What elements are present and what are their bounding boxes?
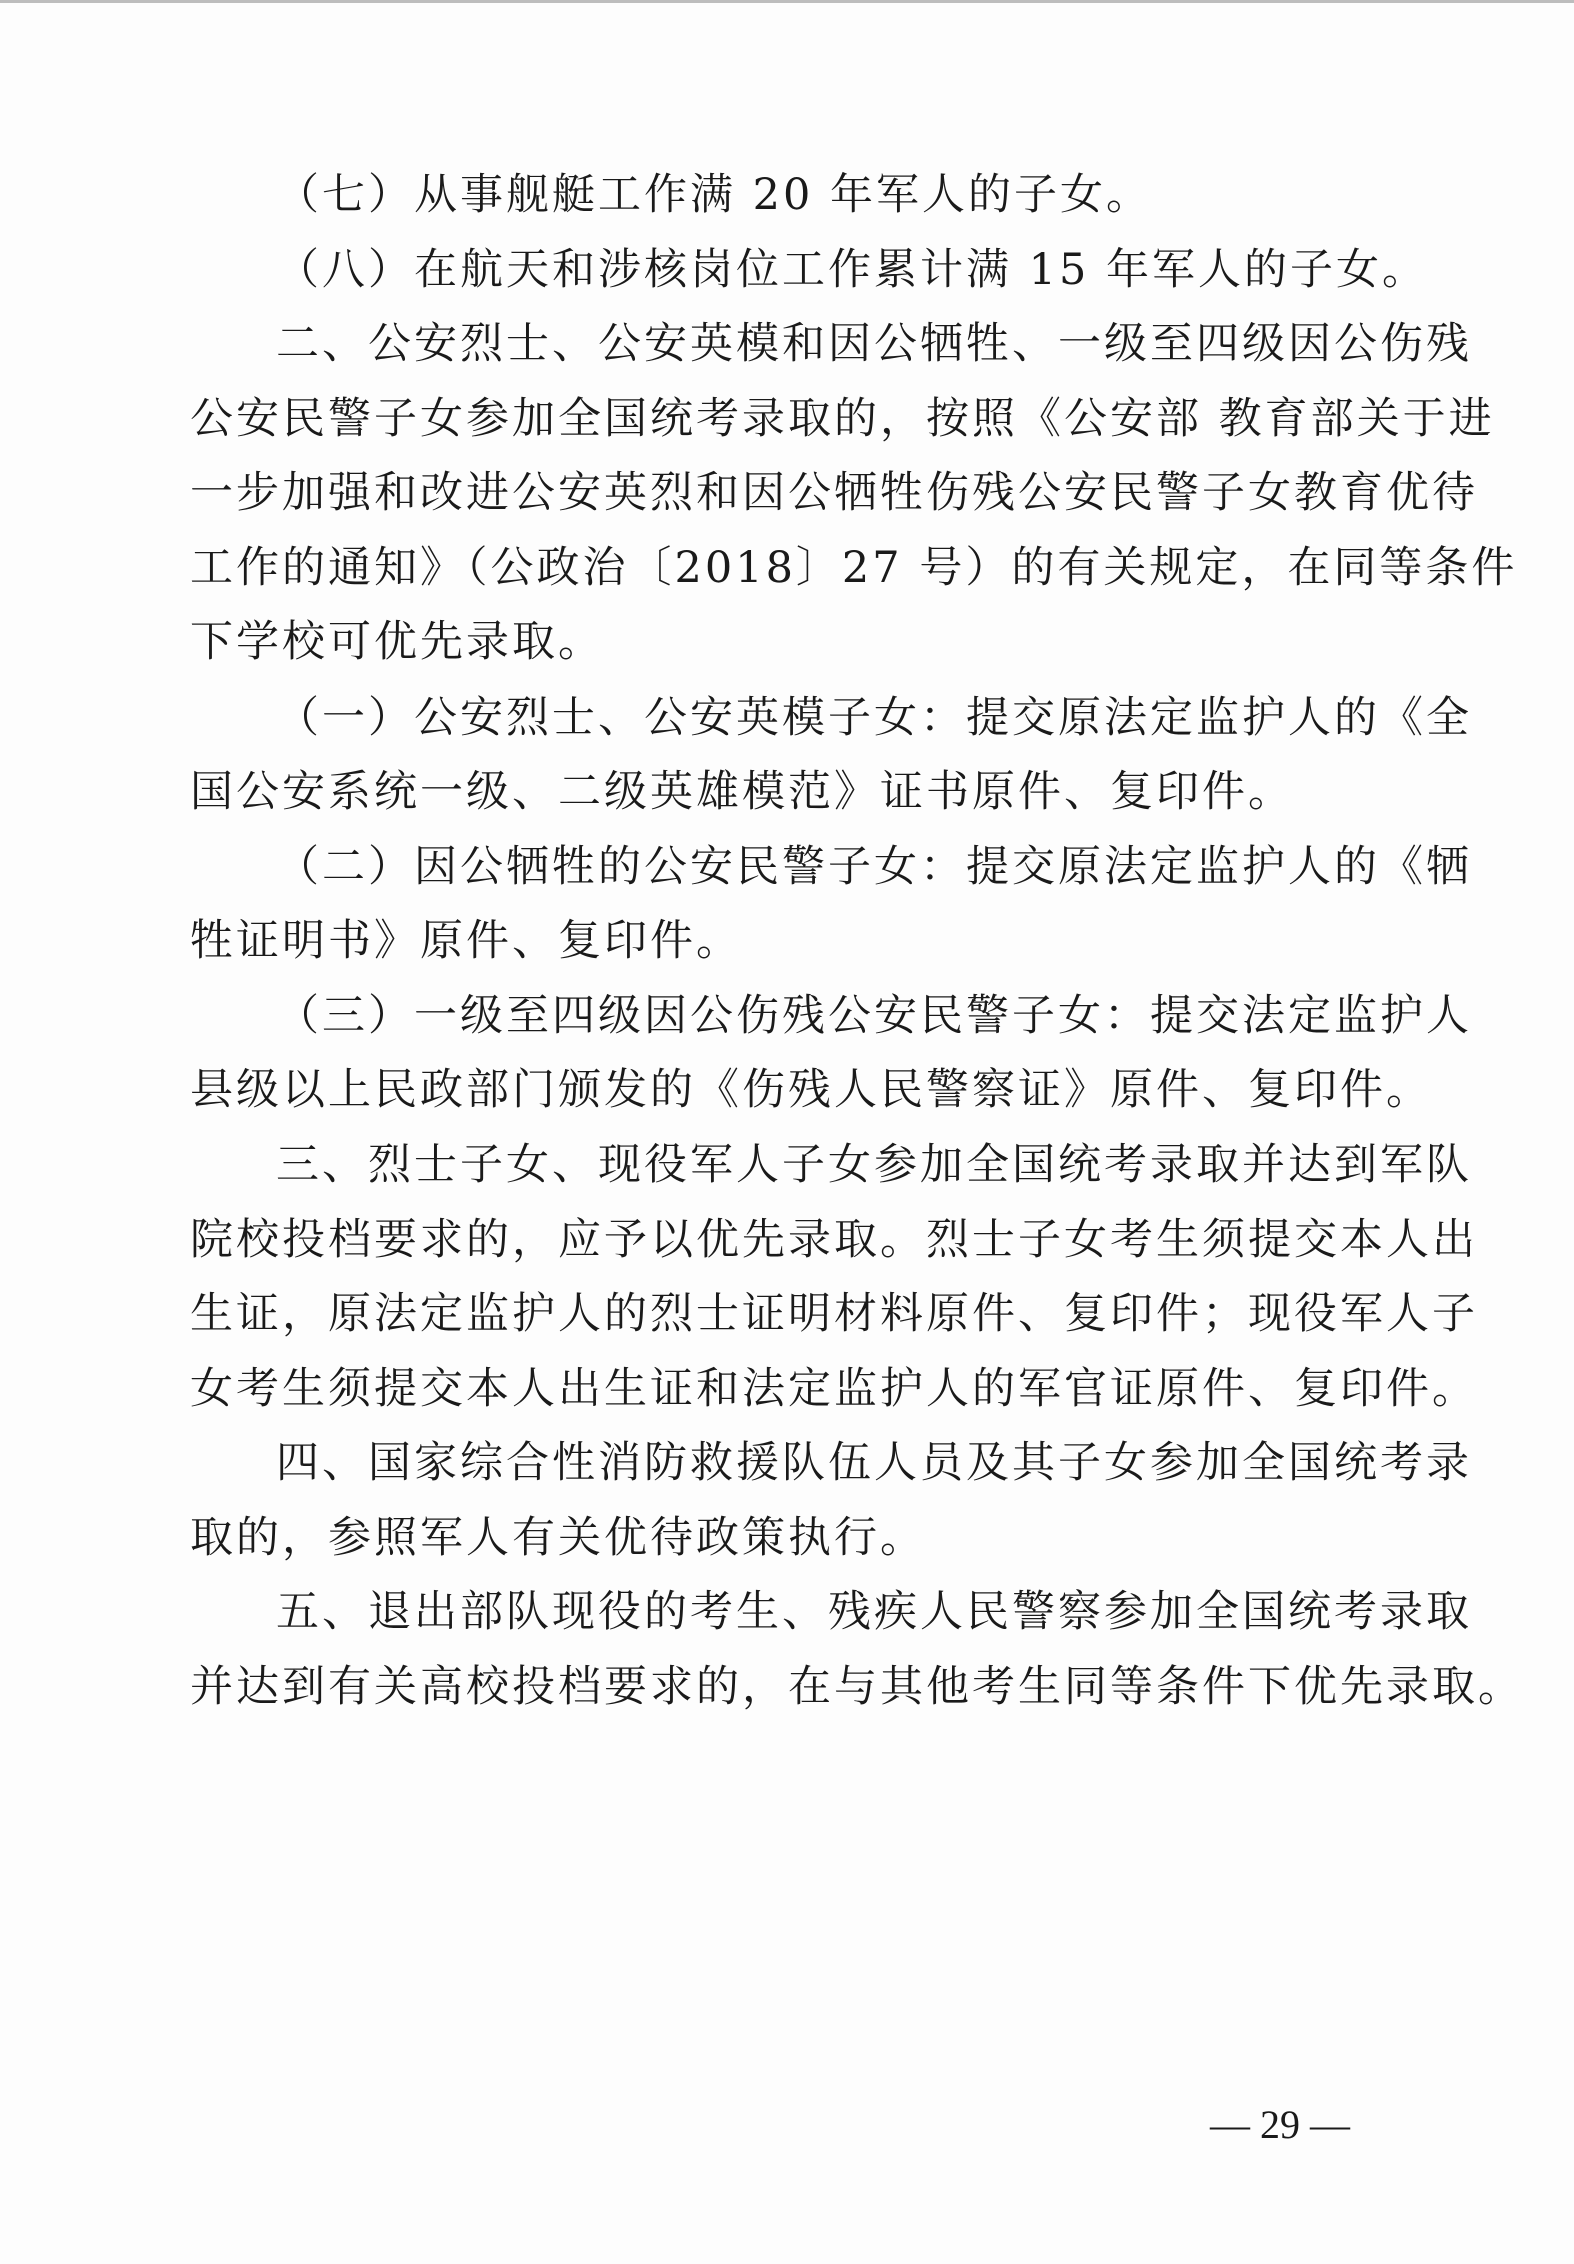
- section-5-line-2: 并达到有关高校投档要求的，在与其他考生同等条件下优先录取。: [190, 1662, 1524, 1712]
- section-4-line-1: 四、国家综合性消防救援队伍人员及其子女参加全国统考录: [276, 1438, 1472, 1488]
- top-border-line: [0, 0, 1574, 3]
- item-2-line-1: （二）因公牺牲的公安民警子女：提交原法定监护人的《牺: [276, 842, 1472, 892]
- section-2-line-3: 一步加强和改进公安英烈和因公牺牲伤残公安民警子女教育优待: [190, 468, 1478, 518]
- item-1-line-2: 国公安系统一级、二级英雄模范》证书原件、复印件。: [190, 767, 1294, 817]
- section-2-line-1: 二、公安烈士、公安英模和因公牺牲、一级至四级因公伤残: [276, 319, 1472, 369]
- item-2-line-2: 牲证明书》原件、复印件。: [190, 916, 742, 966]
- item-1-line-1: （一）公安烈士、公安英模子女：提交原法定监护人的《全: [276, 693, 1472, 743]
- page-number: — 29 —: [1210, 2102, 1350, 2147]
- item-3-line-1: （三）一级至四级因公伤残公安民警子女：提交法定监护人: [276, 991, 1472, 1041]
- section-2-line-2: 公安民警子女参加全国统考录取的，按照《公安部 教育部关于进: [190, 394, 1495, 444]
- section-3-line-4: 女考生须提交本人出生证和法定监护人的军官证原件、复印件。: [190, 1364, 1478, 1414]
- section-3-line-3: 生证，原法定监护人的烈士证明材料原件、复印件；现役军人子: [190, 1289, 1478, 1339]
- section-5-line-1: 五、退出部队现役的考生、残疾人民警察参加全国统考录取: [276, 1587, 1472, 1637]
- section-3-line-2: 院校投档要求的，应予以优先录取。烈士子女考生须提交本人出: [190, 1215, 1478, 1265]
- paragraph-8-line: （八）在航天和涉核岗位工作累计满 15 年军人的子女。: [276, 245, 1429, 295]
- section-3-line-1: 三、烈士子女、现役军人子女参加全国统考录取并达到军队: [276, 1140, 1472, 1190]
- section-2-line-5: 下学校可优先录取。: [190, 617, 604, 667]
- item-3-line-2: 县级以上民政部门颁发的《伤残人民警察证》原件、复印件。: [190, 1065, 1432, 1115]
- paragraph-7-line: （七）从事舰艇工作满 20 年军人的子女。: [276, 170, 1153, 220]
- section-2-line-4: 工作的通知》（公政治〔2018〕27 号）的有关规定，在同等条件: [190, 543, 1518, 593]
- section-4-line-2: 取的，参照军人有关优待政策执行。: [190, 1513, 926, 1563]
